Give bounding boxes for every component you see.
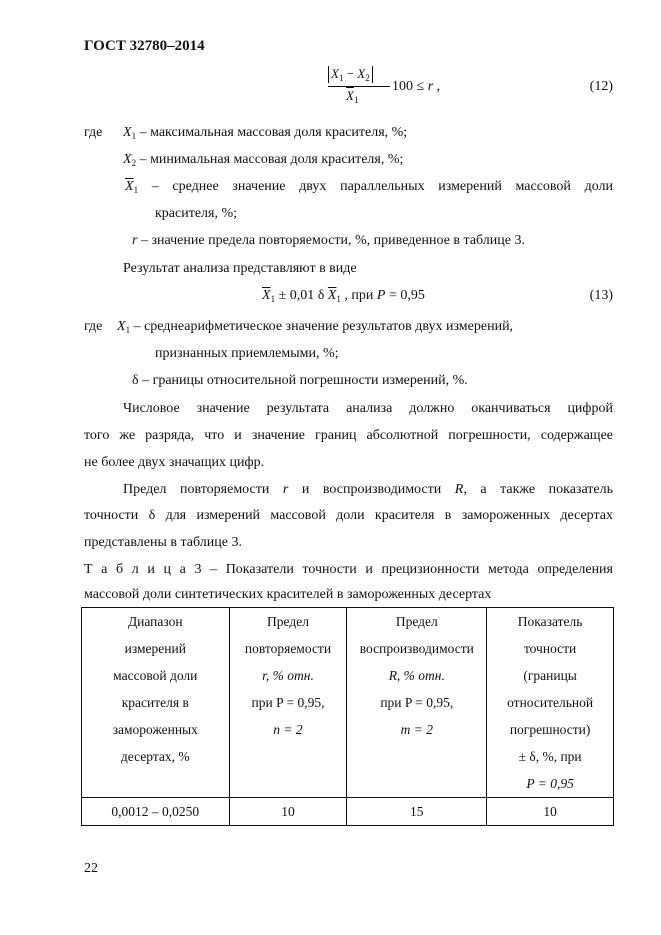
table-caption-line-2: массовой доли синтетических красителей в замороженных десертах bbox=[84, 587, 492, 602]
formula-12-tail: 100 ≤ r , bbox=[392, 79, 441, 94]
header-repeatability: Предел повторяемости r, % отн. при P = 0,95, n = 2 bbox=[229, 608, 347, 798]
paragraph-2-line-1: Предел повторяемости r и воспроизводимости R, а также показатель bbox=[123, 482, 613, 497]
paragraph-1-line-2: того же разряда, что и значение границ абсолютной погрешности, содержащее bbox=[84, 428, 613, 443]
formula-13: $\overline{X}_1 \pm 0,01$ δ $\overline{X}_1$ , при P = 0,95 bbox=[262, 288, 425, 304]
x1-definition: $X_1$ – максимальная массовая доля красителя, %; bbox=[123, 125, 408, 141]
paragraph-2-line-3: представлены в таблице 3. bbox=[84, 535, 242, 550]
cell-reproducibility: 15 bbox=[347, 798, 487, 826]
x1bar-definition: $\overline{X}_1$ – среднее значение двух параллельных измерений массовой доли bbox=[125, 179, 613, 195]
where-label: где bbox=[84, 125, 103, 140]
formula-12-numerator: $X_1 - X_2$ bbox=[328, 66, 373, 83]
paragraph-1-line-3: не более двух значащих цифр. bbox=[84, 455, 265, 470]
header-accuracy: Показатель точности (границы относительной погрешности) ± δ, %, при P = 0,95 bbox=[487, 608, 614, 798]
mean-definition-cont: признанных приемлемыми, %; bbox=[155, 346, 339, 361]
paragraph-2-line-2: точности δ для измерений массовой доли красителя в замороженных десертах bbox=[84, 508, 613, 523]
document-header: ГОСТ 32780–2014 bbox=[84, 38, 205, 54]
mean-definition: $X_1$ – среднеарифметическое значение результатов двух измерений, bbox=[117, 319, 514, 335]
cell-repeatability: 10 bbox=[229, 798, 347, 826]
paragraph-1-line-1: Числовое значение результата анализа должно оканчиваться цифрой bbox=[123, 401, 613, 416]
header-range: Диапазон измерений массовой доли красителя в замороженных десертах, % bbox=[82, 608, 230, 798]
table-header-row bbox=[82, 608, 614, 798]
cell-accuracy: 10 bbox=[487, 798, 614, 826]
r-definition: r – значение предела повторяемости, %, приведенное в таблице 3. bbox=[132, 233, 525, 248]
formula-12-denominator: $\overline{X}_1$ bbox=[346, 88, 359, 105]
x2-definition: $X_2$ – минимальная массовая доля красителя, %; bbox=[123, 152, 404, 168]
fraction-bar bbox=[328, 86, 390, 87]
table-3 bbox=[81, 607, 614, 826]
equation-number-12: (12) bbox=[589, 79, 613, 94]
result-statement: Результат анализа представляют в виде bbox=[123, 261, 357, 276]
equation-number-13: (13) bbox=[589, 288, 613, 303]
where-label-2: где bbox=[84, 319, 103, 334]
page-number: 22 bbox=[84, 861, 98, 876]
delta-definition: δ – границы относительной погрешности измерений, %. bbox=[132, 373, 468, 388]
cell-range: 0,0012 – 0,0250 bbox=[82, 798, 230, 826]
formula-12 bbox=[328, 66, 373, 105]
x1bar-definition-cont: красителя, %; bbox=[155, 206, 238, 221]
table-row bbox=[82, 798, 614, 826]
header-reproducibility: Предел воспроизводимости R, % отн. при P = 0,95, m = 2 bbox=[347, 608, 487, 798]
table-caption-line-1: Т а б л и ц а 3 – Показатели точности и прецизионности метода определения bbox=[84, 562, 613, 577]
